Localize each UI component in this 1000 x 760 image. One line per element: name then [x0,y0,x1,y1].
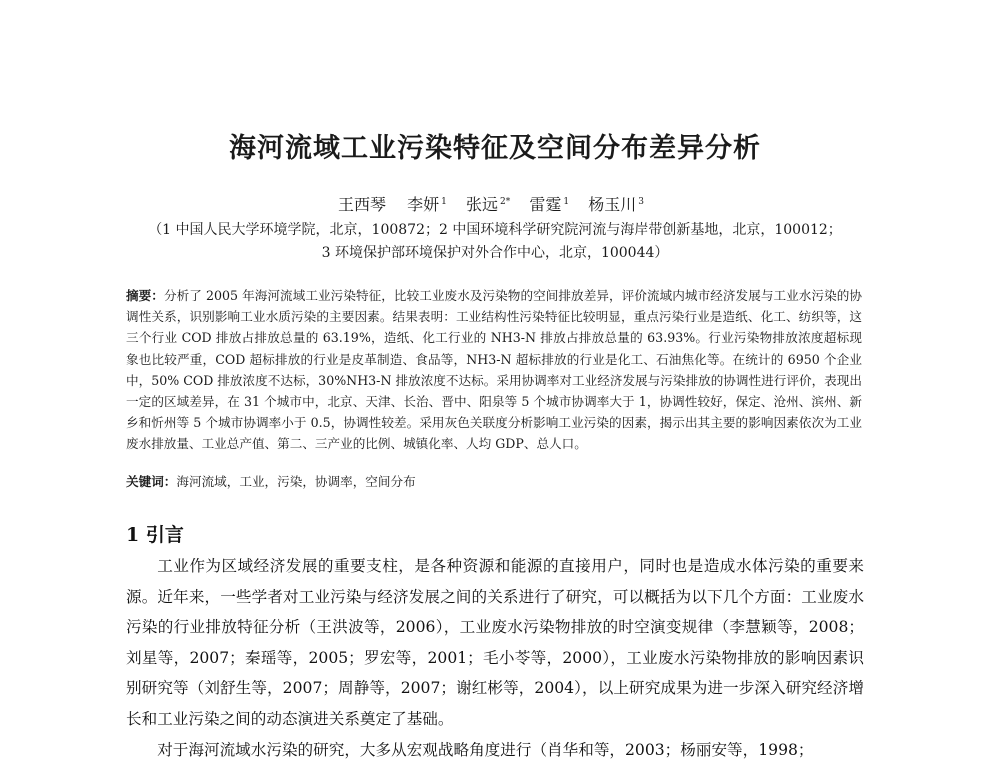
abstract-label: 摘要： [126,288,164,303]
author-affiliation-mark: 2* [500,196,511,207]
abstract [126,285,862,455]
keywords-label: 关键词： [126,474,177,489]
keywords-text: 海河流域，工业，污染，协调率，空间分布 [176,474,416,489]
author-name: 李妍 [407,195,440,214]
author-name: 张远 [466,195,499,214]
affiliation-line: 3 环境保护部环境保护对外合作中心，北京，100044） [321,245,669,261]
author-name: 雷霆 [529,195,562,214]
abstract-text: 分析了 2005 年海河流域工业污染特征，比较工业废水及污染物的空间排放差异，评价流域内城市经济发展与工业水污染的协调性关系，识别影响工业水质污染的主要因素。结果表明：工业结构性污染特征比较明显，重点污染行业是造纸、化工、纺织等，这三个行业 COD 排放占排放总量的 63.19%，造纸、化工行业的 NH3-N 排放占排放总量的 63.93%。行业污染物排放浓度超标现象也比较严重，COD 超标排放的行业是皮革制造、食品等，NH3-N 超标排放的行业是化工、石油焦化等。在统计的 6950 个企业中，50% COD 排放浓度不达标，30%NH3-N 排放浓度不达标。采用协调率对工业经济发展与污染排放的协调性进行评价，表现出一定的区域差异，在 31 个城市中，北京、天津、长治、晋中、阳泉等 5 个城市协调率大于 1，协调性较好，保定、沧州、滨州、新乡和忻州等 5 个城市协调率小于 0.5，协调性较差。采用灰色关联度分析影响工业污染的因素，揭示出其主要的影响因素依次为工业废水排放量、工业总产值、第二、三产业的比例、城镇化率、人均 GDP、总人口。 [126,288,863,452]
author-name: 杨玉川 [588,195,637,214]
body-text [126,551,864,760]
affiliation-line: （1 中国人民大学环境学院，北京，100872；2 中国环境科学研究院河流与海岸带创新基地，北京，100012； [148,222,842,238]
author-affiliation-mark: 3 [638,196,644,207]
section-heading: 1 引言 [126,524,184,546]
keywords [126,471,862,490]
paragraph: 对于海河流域水污染的研究，大多从宏观战略角度进行（肖华和等，2003；杨丽安等，1998； [157,740,814,759]
author-affiliation-mark: 1 [441,196,447,207]
author-list [0,192,990,215]
paper-title: 海河流域工业污染特征及空间分布差异分析 [229,133,761,164]
author-name: 王西琴 [338,195,387,214]
author-affiliation-mark: 1 [563,196,570,207]
paragraph: 工业作为区域经济发展的重要支柱，是各种资源和能源的直接用户，同时也是造成水体污染的重要来源。近年来，一些学者对工业污染与经济发展之间的关系进行了研究，可以概括为以下几个方面：工业废水污染的行业排放特征分析（王洪波等，2006），工业废水污染物排放的时空演变规律（李慧颖等，2008；刘星等，2007；秦瑶等，2005；罗宏等，2001；毛小苓等，2000），工业废水污染物排放的影响因素识别研究等（刘舒生等，2007；周静等，2007；谢红彬等，2004），以上研究成果为进一步深入研究经济增长和工业污染之间的动态演进关系奠定了基础。 [126,557,864,728]
